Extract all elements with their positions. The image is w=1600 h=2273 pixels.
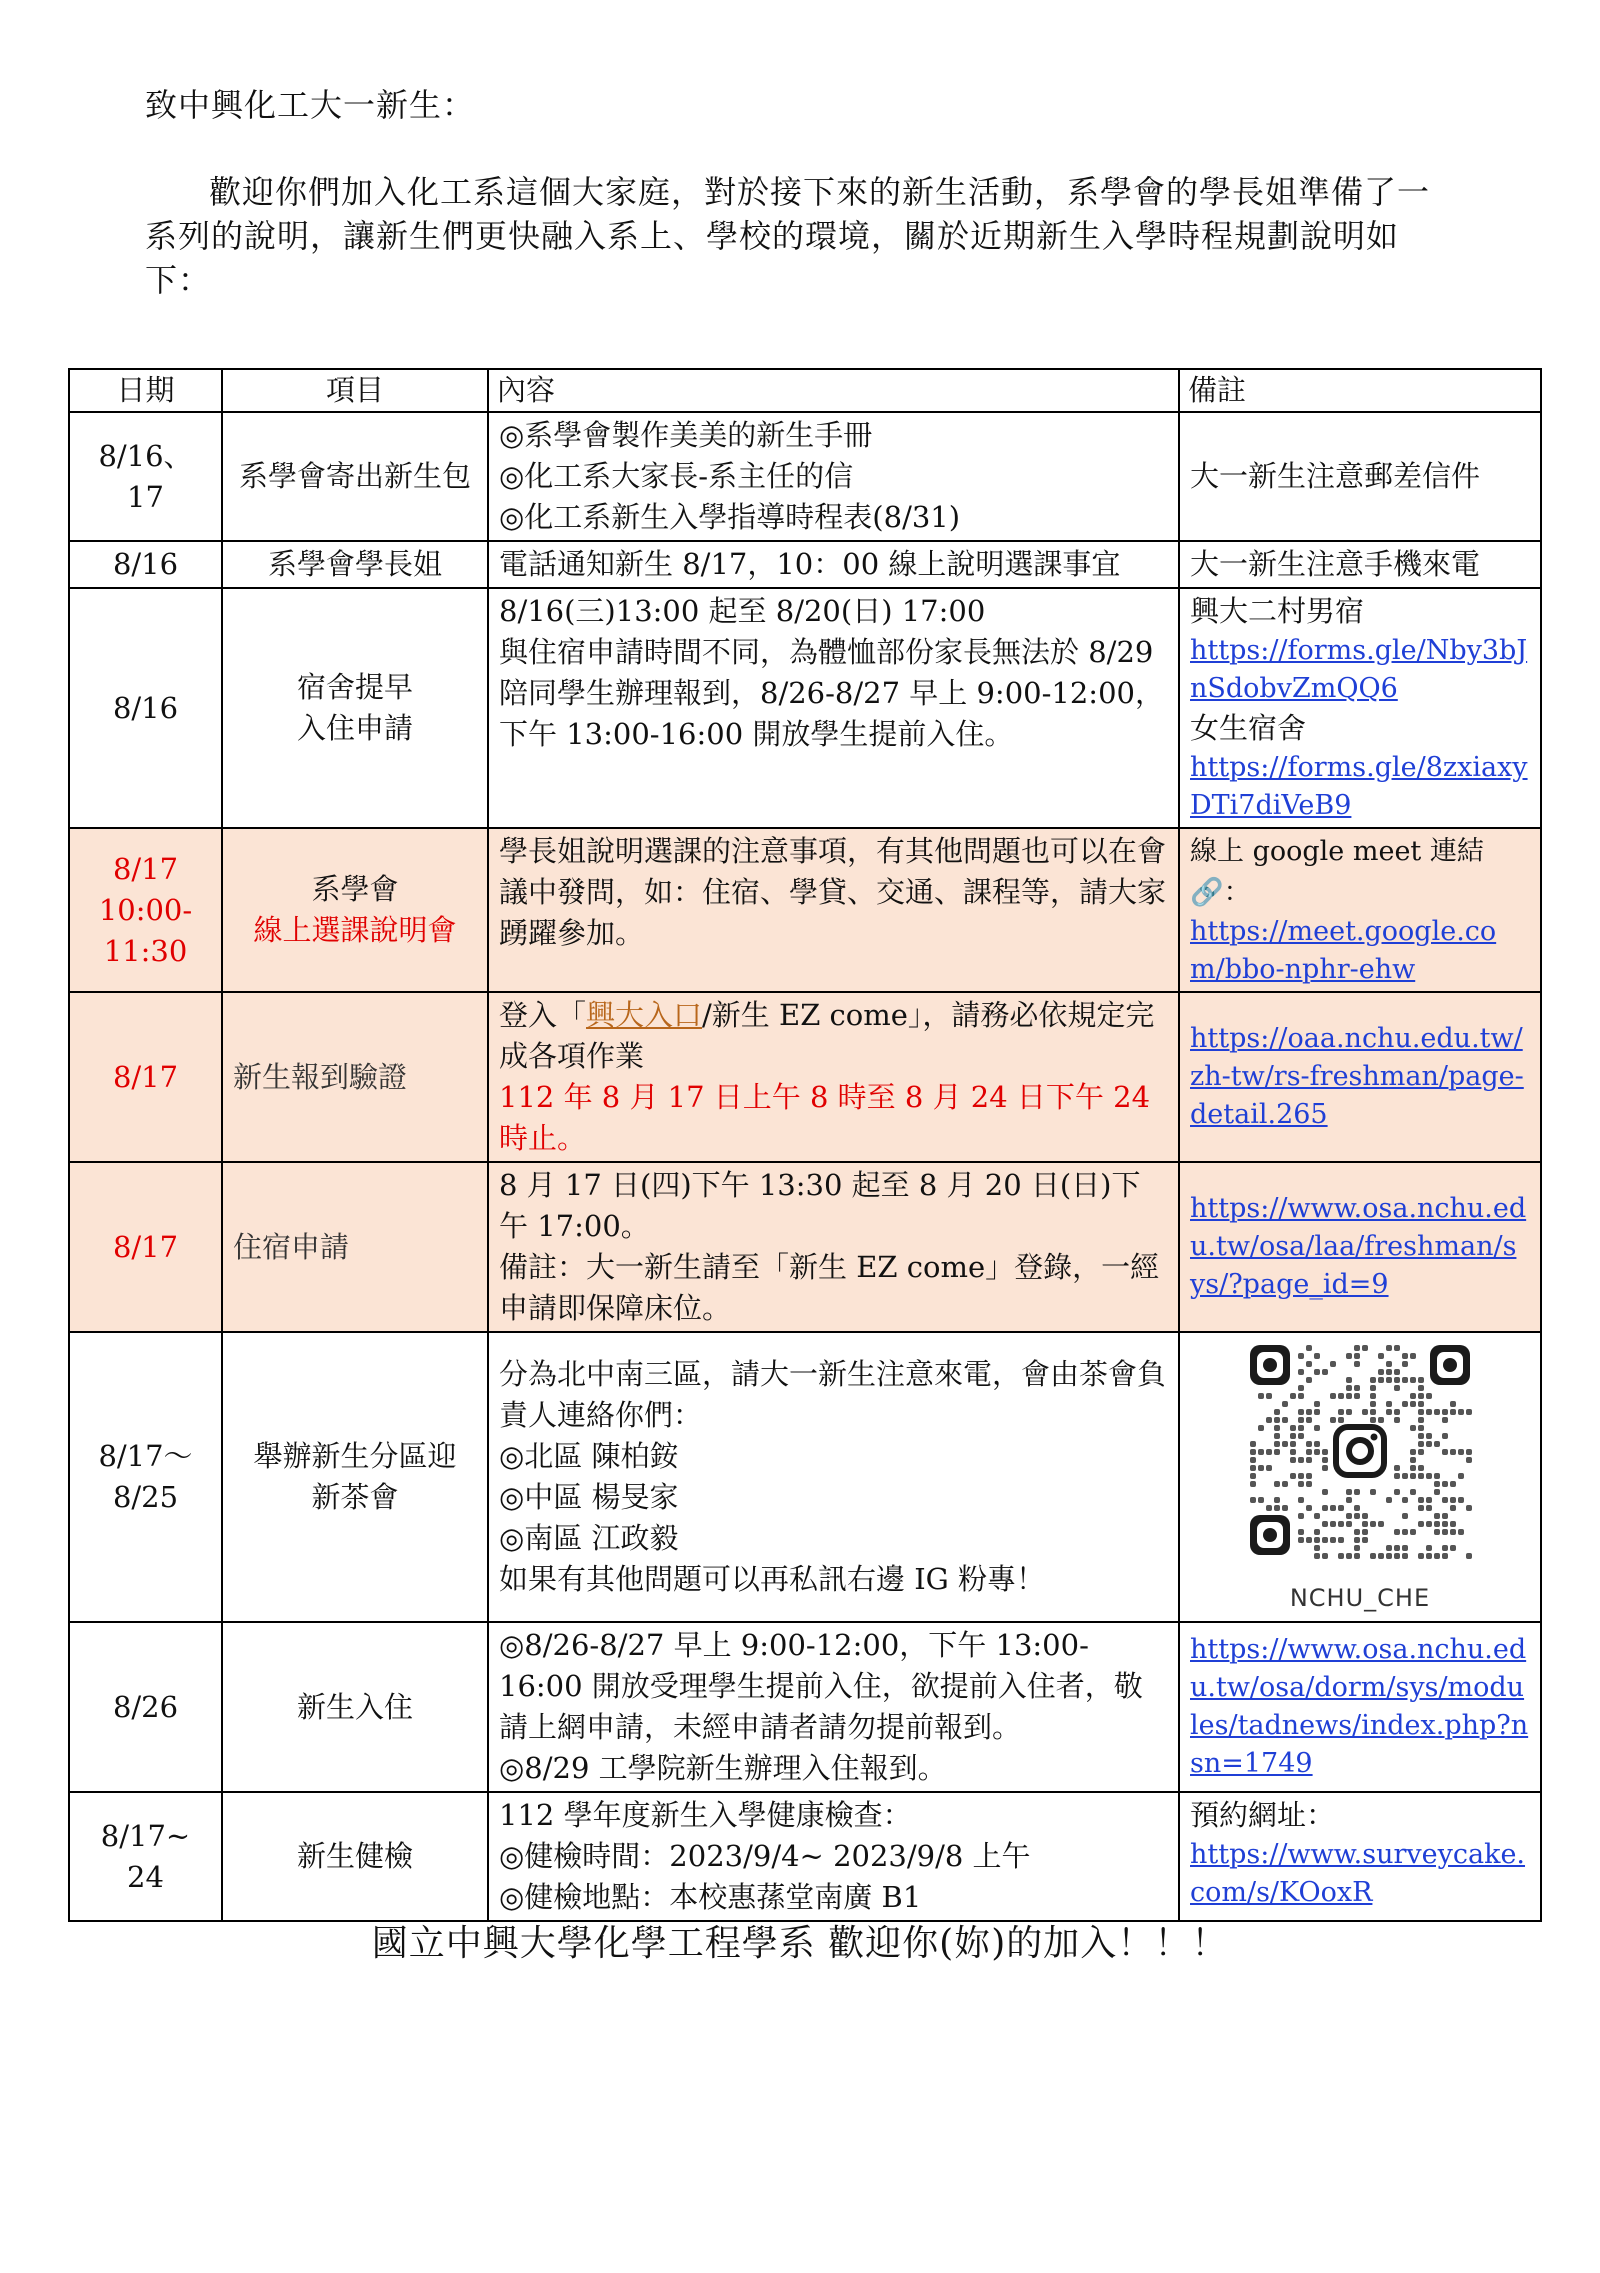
content-line: ◎8/26-8/27 早上 9:00-12:00，下午 13:00-16:00 開放受理學生提前入住，欲提前入住者，敬請上網申請，未經申請者請勿提前報到。	[499, 1628, 1143, 1744]
row-note: 大一新生注意手機來電	[1179, 541, 1541, 588]
content-line: 分為北中南三區，請大一新生注意來電，會由茶會負責人連絡你們：	[499, 1357, 1167, 1432]
header-item: 項目	[222, 369, 488, 412]
note-label: 興大二村男宿	[1190, 594, 1365, 628]
table-row	[69, 828, 1541, 992]
row-note: 大一新生注意郵差信件	[1179, 412, 1541, 541]
content-line: 與住宿申請時間不同，為體恤部份家長無法於 8/29 陪同學生辦理報到，8/26-8/27 早上 9:00-12:00，下午 13:00-16:00 開放學生提前入住。	[499, 635, 1164, 751]
row-note	[1179, 992, 1541, 1162]
row-content	[488, 588, 1179, 828]
content-text: /新生 EZ come」，請務必依規定完成各項作業	[499, 998, 1155, 1073]
row-note	[1179, 588, 1541, 828]
health-check-booking-link[interactable]: https://www.surveycake.com/s/KOoxR	[1190, 1839, 1526, 1908]
intro-paragraph	[145, 170, 1455, 302]
dorm-male-form-link[interactable]: https://forms.gle/Nby3bJnSdobvZmQQ6	[1190, 635, 1528, 704]
google-meet-link[interactable]: https://meet.google.com/bbo-nphr-ehw	[1190, 916, 1497, 985]
header-content: 內容	[488, 369, 1179, 412]
intro-text: 歡迎你們加入化工系這個大家庭，對於接下來的新生活動，系學會的學長姐準備了一系列的說明，讓新生們更快融入系上、學校的環境，關於近期新生入學時程規劃說明如下：	[145, 173, 1431, 299]
dorm-news-link[interactable]: https://www.osa.nchu.edu.tw/osa/dorm/sys/modules/tadnews/index.php?nsn=1749	[1190, 1634, 1529, 1779]
content-deadline: 112 年 8 月 17 日上午 8 時至 8 月 24 日下午 24 時止。	[499, 1080, 1151, 1155]
row-content	[488, 1792, 1179, 1921]
nchu-portal-link[interactable]: 興大入口	[586, 998, 703, 1032]
content-line: ◎健檢地點：本校惠蓀堂南廣 B1	[499, 1880, 922, 1914]
date-line: 8/25	[112, 1480, 179, 1514]
content-line: 8/16(三)13:00 起至 8/20(日) 17:00	[499, 594, 986, 628]
content-line: ◎化工系新生入學指導時程表(8/31)	[499, 500, 961, 534]
row-note	[1179, 1162, 1541, 1332]
content-line: ◎中區 楊旻家	[499, 1480, 679, 1514]
row-date: 8/16	[69, 541, 222, 588]
content-line: ◎北區 陳柏銨	[499, 1439, 679, 1473]
item-line: 系學會	[311, 872, 399, 906]
schedule-table	[68, 368, 1542, 1922]
content-line: ◎8/29 工學院新生辦理入住報到。	[499, 1751, 947, 1785]
footer-welcome: 國立中興大學化學工程學系 歡迎你(妳)的加入！！！	[371, 1923, 1229, 1964]
dorm-female-form-link[interactable]: https://forms.gle/8zxiaxyDTi7diVeB9	[1190, 752, 1528, 821]
greeting: 致中興化工大一新生：	[145, 86, 476, 124]
content-line: 8 月 17 日(四)下午 13:30 起至 8 月 20 日(日)下午 17:00。	[499, 1168, 1141, 1243]
content-line: 備註：大一新生請至「新生 EZ come」登錄，一經申請即保障床位。	[499, 1250, 1160, 1325]
row-note	[1179, 1332, 1541, 1622]
date-line: 10:00-	[98, 892, 193, 927]
row-date	[69, 828, 222, 992]
row-date: 8/17	[69, 1162, 222, 1332]
table-row	[69, 992, 1541, 1162]
note-label: 預約網址：	[1190, 1798, 1336, 1832]
row-item: 新生入住	[222, 1622, 488, 1792]
table-row	[69, 1792, 1541, 1921]
content-text: 登入「	[499, 998, 587, 1032]
row-item: 系學會學長姐	[222, 541, 488, 588]
row-item	[222, 1332, 488, 1622]
row-content	[488, 1622, 1179, 1792]
content-line: 112 學年度新生入學健康檢查：	[499, 1798, 912, 1832]
item-line: 宿舍提早	[296, 670, 413, 704]
table-row	[69, 1332, 1541, 1622]
row-item: 新生報到驗證	[222, 992, 488, 1162]
date-line: 11:30	[103, 933, 188, 968]
row-date: 8/16、17	[69, 412, 222, 541]
item-line: 入住申請	[296, 711, 413, 745]
table-row	[69, 588, 1541, 828]
header-date: 日期	[69, 369, 222, 412]
content-line: ◎南區 江政毅	[499, 1521, 679, 1555]
row-date: 8/17	[69, 992, 222, 1162]
note-label: 線上 google meet 連結🔗：	[1190, 836, 1484, 908]
table-row	[69, 1162, 1541, 1332]
qr-caption: NCHU_CHE	[1289, 1584, 1431, 1612]
row-content	[488, 1332, 1179, 1622]
row-note	[1179, 828, 1541, 992]
row-item: 系學會寄出新生包	[222, 412, 488, 541]
row-date: 8/26	[69, 1622, 222, 1792]
row-content: 學長姐說明選課的注意事項，有其他問題也可以在會議中發問，如：住宿、學貸、交通、課程等，請大家踴躍參加。	[488, 828, 1179, 992]
row-content	[488, 412, 1179, 541]
table-row	[69, 541, 1541, 588]
row-date: 8/16	[69, 588, 222, 828]
table-header-row	[69, 369, 1541, 412]
row-date: 8/17~ 24	[69, 1792, 222, 1921]
freshman-page-link[interactable]: https://oaa.nchu.edu.tw/zh-tw/rs-freshman/page-detail.265	[1190, 1023, 1524, 1130]
note-label: 女生宿舍	[1190, 711, 1307, 745]
content-line: ◎化工系大家長-系主任的信	[499, 459, 854, 493]
instagram-qr-code[interactable]	[1240, 1335, 1480, 1565]
row-item: 新生健檢	[222, 1792, 488, 1921]
item-line: 新茶會	[311, 1480, 399, 1514]
item-line: 舉辦新生分區迎	[253, 1439, 457, 1473]
date-line: 8/17～	[98, 1439, 193, 1473]
table-row	[69, 1622, 1541, 1792]
row-note	[1179, 1622, 1541, 1792]
content-line: ◎系學會製作美美的新生手冊	[499, 418, 873, 452]
row-date	[69, 1332, 222, 1622]
row-content: 電話通知新生 8/17，10：00 線上說明選課事宜	[488, 541, 1179, 588]
row-item: 住宿申請	[222, 1162, 488, 1332]
table-row	[69, 412, 1541, 541]
row-item	[222, 828, 488, 992]
dorm-application-link[interactable]: https://www.osa.nchu.edu.tw/osa/laa/freshman/sys/?page_id=9	[1190, 1193, 1527, 1300]
row-item	[222, 588, 488, 828]
row-content	[488, 1162, 1179, 1332]
row-content	[488, 992, 1179, 1162]
content-line: ◎健檢時間：2023/9/4~ 2023/9/8 上午	[499, 1839, 1031, 1873]
content-line: 如果有其他問題可以再私訊右邊 IG 粉專！	[499, 1562, 1046, 1596]
row-note	[1179, 1792, 1541, 1921]
date-line: 8/17	[112, 851, 179, 886]
header-note: 備註	[1179, 369, 1541, 412]
item-line-highlight: 線上選課說明會	[253, 913, 457, 947]
